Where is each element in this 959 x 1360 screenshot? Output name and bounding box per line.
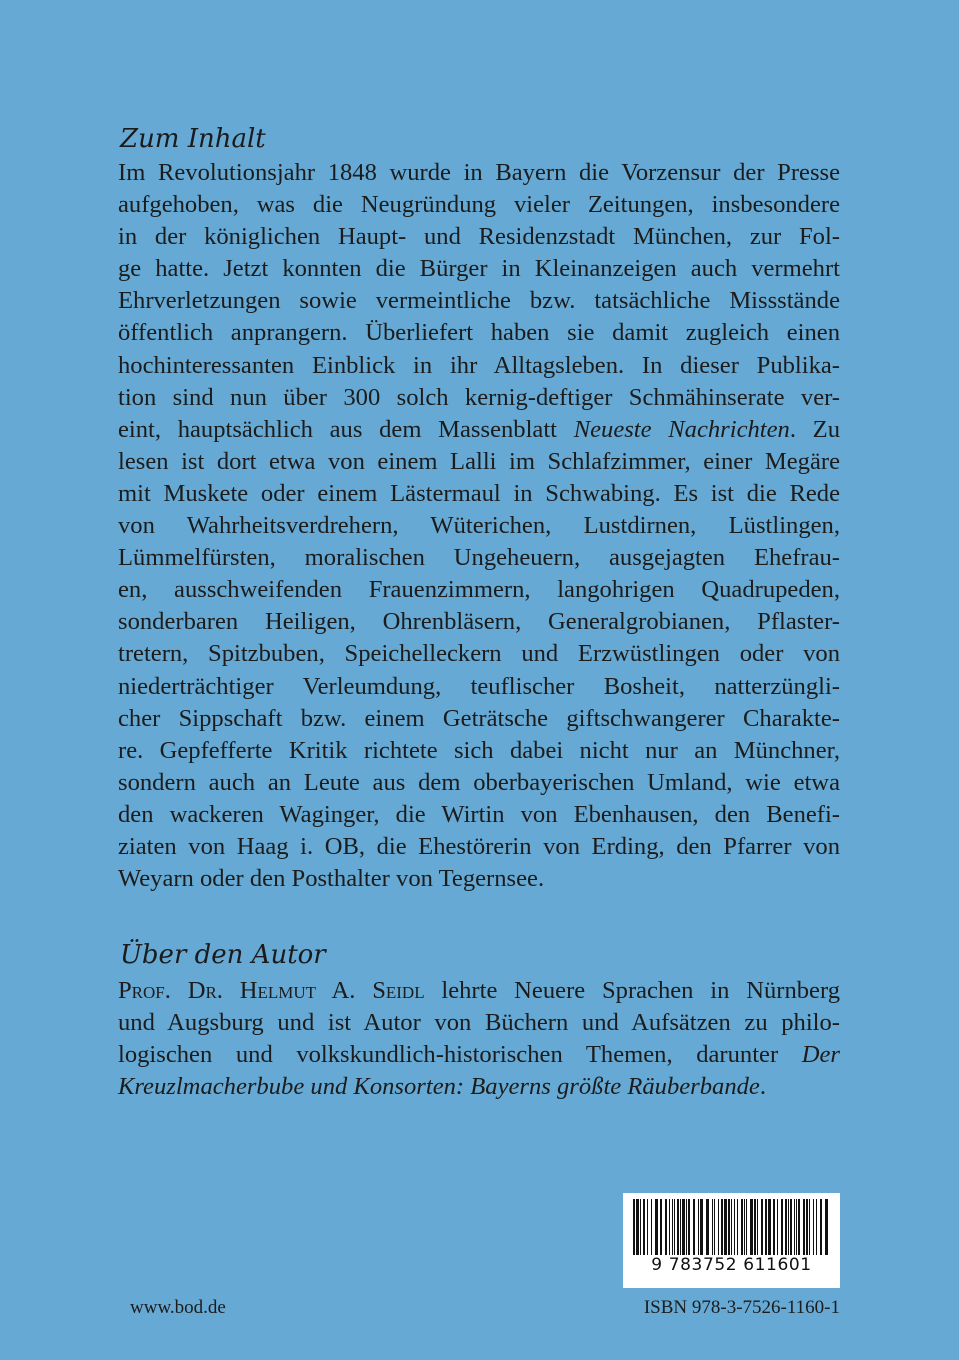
barcode-bar [700, 1199, 703, 1255]
summary-line: von Wahrheitsverdrehern, Wüterichen, Lustdirnen, Lüstlingen, [118, 512, 840, 540]
summary-line: niederträchtiger Verleumdung, teuflischer Bosheit, natterzüngli- [118, 672, 840, 700]
isbn-label: ISBN 978-3-7526-1160-1 [643, 1297, 840, 1318]
summary-line: Lümmelfürsten, moralischen Ungeheuern, ausgejagten Ehefrau- [118, 544, 840, 572]
barcode-bar [669, 1199, 670, 1255]
barcode-bar [777, 1199, 778, 1255]
barcode-bar [765, 1199, 767, 1255]
barcode-bar [706, 1199, 709, 1255]
author-line [118, 1071, 840, 1103]
summary-line: tretern, Spitzbuben, Speichelleckern und Erzwüstlingen oder von [118, 640, 840, 668]
barcode-bar [724, 1199, 727, 1255]
barcode-bar [744, 1199, 745, 1255]
barcode-number: 9 783752 611601 [651, 1255, 812, 1275]
summary-line: hochinteressanten Einblick in ihr Alltagsleben. In dieser Publika- [118, 351, 840, 379]
book-title: Kreuzlmacherbube und Konsorten: Bayerns größte Räuberbande [118, 1073, 760, 1101]
summary-line: cher Sippschaft bzw. einem Geträtsche giftschwangerer Charakte- [118, 704, 840, 732]
summary-line: en, ausschweifenden Frauenzimmern, langohrigen Quadrupeden, [118, 576, 840, 604]
barcode-bars [633, 1199, 830, 1255]
barcode-bar [636, 1199, 639, 1255]
barcode-bar [647, 1199, 648, 1255]
barcode-bar [796, 1199, 797, 1255]
barcode-bar [768, 1199, 771, 1255]
barcode-bar [788, 1199, 789, 1255]
barcode-bar [809, 1199, 810, 1255]
author-paragraph [118, 975, 840, 1103]
barcode-bar [798, 1199, 800, 1255]
summary-line: öffentlich anprangern. Überliefert haben sie damit zugleich einen [118, 319, 840, 347]
barcode-bar [813, 1199, 814, 1255]
barcode-bar [728, 1199, 730, 1255]
barcode-bar [816, 1199, 817, 1255]
summary-line: den wackeren Waginger, die Wirtin von Ebenhausen, den Benefi- [118, 800, 840, 828]
summary-text: eint, hauptsächlich aus dem Massenblatt [118, 415, 574, 443]
barcode-bar [731, 1199, 732, 1255]
barcode-bar [761, 1199, 763, 1255]
barcode-bar [665, 1199, 667, 1255]
barcode-bar [785, 1199, 787, 1255]
barcode-bar [674, 1199, 675, 1255]
barcode-bar [698, 1199, 699, 1255]
author-text: . [759, 1073, 767, 1101]
barcode-bar [806, 1199, 808, 1255]
barcode-bar [790, 1199, 792, 1255]
summary-line: sondern auch an Leute aus dem oberbayerischen Umland, wie etwa [118, 768, 840, 796]
barcode-bar [680, 1199, 681, 1255]
barcode-bar [750, 1199, 753, 1255]
barcode-bar [746, 1199, 747, 1255]
barcode-bar [734, 1199, 735, 1255]
newspaper-title: Neueste Nachrichten [573, 415, 790, 443]
barcode-bar [677, 1199, 679, 1255]
barcode-bar [655, 1199, 658, 1255]
barcode-bar [757, 1199, 758, 1255]
barcode-bar [643, 1199, 645, 1255]
barcode-bar [672, 1199, 673, 1255]
barcode-bar [825, 1199, 828, 1255]
isbn-barcode [623, 1193, 840, 1288]
summary-line: Ehrverletzungen sowie vermeintliche bzw. tatsächliche Missstände [118, 287, 840, 315]
barcode-bar [712, 1199, 713, 1255]
summary-line: aufgehoben, was die Neugründung vieler Zeitungen, insbesondere [118, 191, 840, 219]
author-name: Prof. Dr. Helmut A. Seidl [118, 977, 425, 1004]
summary-paragraph [118, 157, 840, 895]
barcode-bar [640, 1199, 641, 1255]
barcode-bar [660, 1199, 662, 1255]
barcode-bar [737, 1199, 738, 1255]
summary-line: mit Muskete oder einem Lästermaul in Schwabing. Es ist die Rede [118, 479, 840, 507]
summary-line [118, 414, 840, 446]
author-line [118, 1039, 840, 1071]
barcode-bar [741, 1199, 743, 1255]
barcode-bar [686, 1199, 687, 1255]
summary-text: . Zu [789, 415, 840, 443]
author-line [118, 975, 840, 1007]
barcode-bar [718, 1199, 719, 1255]
summary-line: Im Revolutionsjahr 1848 wurde in Bayern die Vorzensur der Presse [118, 159, 840, 186]
barcode-bar [803, 1199, 805, 1255]
summary-line: lesen ist dort etwa von einem Lalli im Schlafzimmer, einer Megäre [118, 447, 840, 475]
book-title: Der [801, 1041, 840, 1069]
barcode-bar [794, 1199, 795, 1255]
summary-line: in der königlichen Haupt- und Residenzstadt München, zur Fol- [118, 223, 840, 251]
barcode-bar [693, 1199, 695, 1255]
summary-line: sonderbaren Heiligen, Ohrenbläsern, Generalgrobianen, Pflaster- [118, 608, 840, 636]
barcode-bar [754, 1199, 756, 1255]
summary-line: ziaten von Haag i. OB, die Ehestörerin von Erding, den Pfarrer von [118, 832, 840, 860]
summary-line: tion sind nun über 300 solch kernig-deftiger Schmähinserate ver- [118, 383, 840, 411]
barcode-bar [820, 1199, 822, 1255]
author-text: logischen und volkskundlich-historischen Themen, darunter [118, 1041, 802, 1069]
summary-line: ge hatte. Jetzt konnten die Bürger in Kleinanzeigen auch vermehrt [118, 255, 840, 283]
barcode-bar [721, 1199, 723, 1255]
summary-line: re. Gepfefferte Kritik richtete sich dabei nicht nur an Münchner, [118, 736, 840, 764]
section-heading-autor: Über den Autor [120, 940, 326, 970]
publisher-website: www.bod.de [130, 1297, 226, 1318]
section-heading-zum-inhalt: Zum Inhalt [120, 124, 266, 154]
barcode-bar [781, 1199, 783, 1255]
barcode-bar [773, 1199, 775, 1255]
barcode-bar [714, 1199, 715, 1255]
summary-line: Weyarn oder den Posthalter von Tegernsee. [118, 865, 545, 893]
barcode-bar [633, 1199, 635, 1255]
author-line: und Augsburg und ist Autor von Büchern und Aufsätzen zu philo- [118, 1009, 840, 1037]
author-text: lehrte Neuere Sprachen in Nürnberg [424, 977, 840, 1004]
barcode-bar [688, 1199, 690, 1255]
barcode-bar [651, 1199, 652, 1255]
barcode-bar [682, 1199, 685, 1255]
